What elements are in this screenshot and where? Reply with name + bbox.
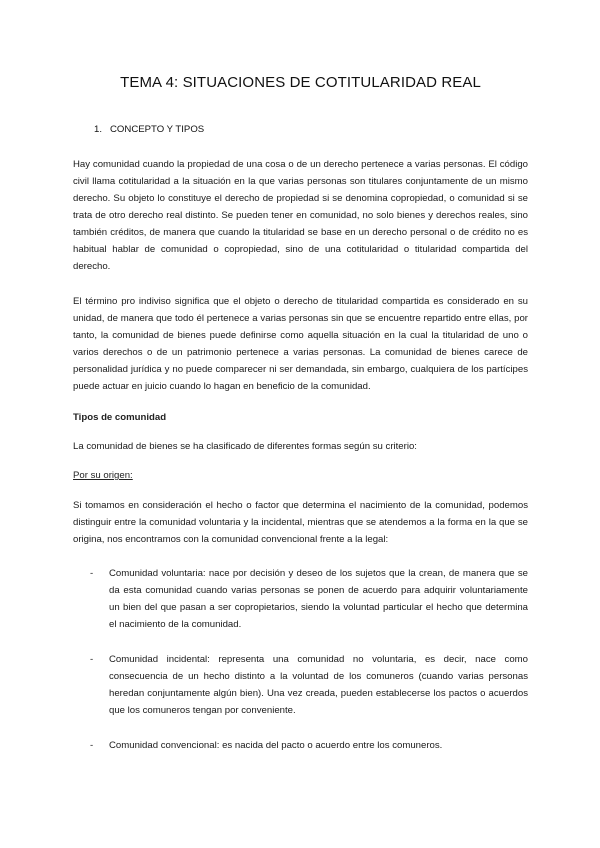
section-number: 1. <box>94 124 103 135</box>
bullet-dash: - <box>90 740 94 751</box>
paragraph-pro-indiviso: El término pro indiviso significa que el objeto o derecho de titularidad compartida es considerado en su unidad, de manera que todo él pertenece a varias personas sin que se encuentre repartido entre ellas, por tanto, la comunidad de bienes puede definirse como aquella situación en la cual la titularidad de uno o varios derechos o de un patrimonio pertenece a varias personas. La comunidad de bienes carece de personalidad jurídica y no puede comparecer ni ser demandada, sin embargo, cualquiera de los partícipes puede actuar en juicio cuando lo hagan en beneficio de la comunidad. <box>73 296 528 392</box>
list-item-text: Comunidad convencional: es nacida del pacto o acuerdo entre los comuneros. <box>109 740 443 751</box>
list-item <box>73 737 528 754</box>
types-intro: La comunidad de bienes se ha clasificado de diferentes formas según su criterio: <box>73 441 417 452</box>
types-heading: Tipos de comunidad <box>73 412 167 423</box>
page-title: TEMA 4: SITUACIONES DE COTITULARIDAD REAL <box>120 74 481 91</box>
list-item-text: Comunidad voluntaria: nace por decisión y deseo de los sujetos que la crean, de manera que se da esta comunidad cuando varias personas se ponen de acuerdo para adquirir voluntariamente un bien del que pasan a ser copropietarios, siendo la voluntad particular el hecho que determina el nacimiento de la comunidad. <box>109 568 528 630</box>
list-item <box>73 651 528 719</box>
list-item-text: Comunidad incidental: representa una comunidad no voluntaria, es decir, nace como consecuencia de un hecho distinto a la voluntad de los comuneros (cuando varias personas heredan conjuntamente algún bien). Una vez creada, pueden establecerse los pactos o acuerdos que los comuneros tengan por conveniente. <box>109 654 528 716</box>
paragraph-concept: Hay comunidad cuando la propiedad de una cosa o de un derecho pertenece a varias personas. El código civil llama cotitularidad a la situación en la que varias personas son titulares conjuntamente de un mismo derecho. Su objeto lo constituye el derecho de propiedad si se denomina copropiedad, o comunidad si se trata de otro derecho real distinto. Se pueden tener en comunidad, no solo bienes y derechos reales, sino también créditos, de manera que cuando la titularidad se base en un derecho personal o de crédito no es habitual hablar de comunidad o copropiedad, sino de una cotitularidad o titularidad compartida del derecho. <box>73 159 528 272</box>
section-title: CONCEPTO Y TIPOS <box>110 124 205 135</box>
bullet-dash: - <box>90 568 94 579</box>
section-heading <box>94 124 528 135</box>
community-types-list <box>73 565 528 754</box>
origin-paragraph: Si tomamos en consideración el hecho o factor que determina el nacimiento de la comunidad, podemos distinguir entre la comunidad voluntaria y la incidental, mientras que se atendemos a la forma en la que se origina, nos encontramos con la comunidad convencional frente a la legal: <box>73 500 528 545</box>
list-item <box>73 565 528 633</box>
bullet-dash: - <box>90 654 94 665</box>
origin-heading: Por su origen: <box>73 470 133 481</box>
